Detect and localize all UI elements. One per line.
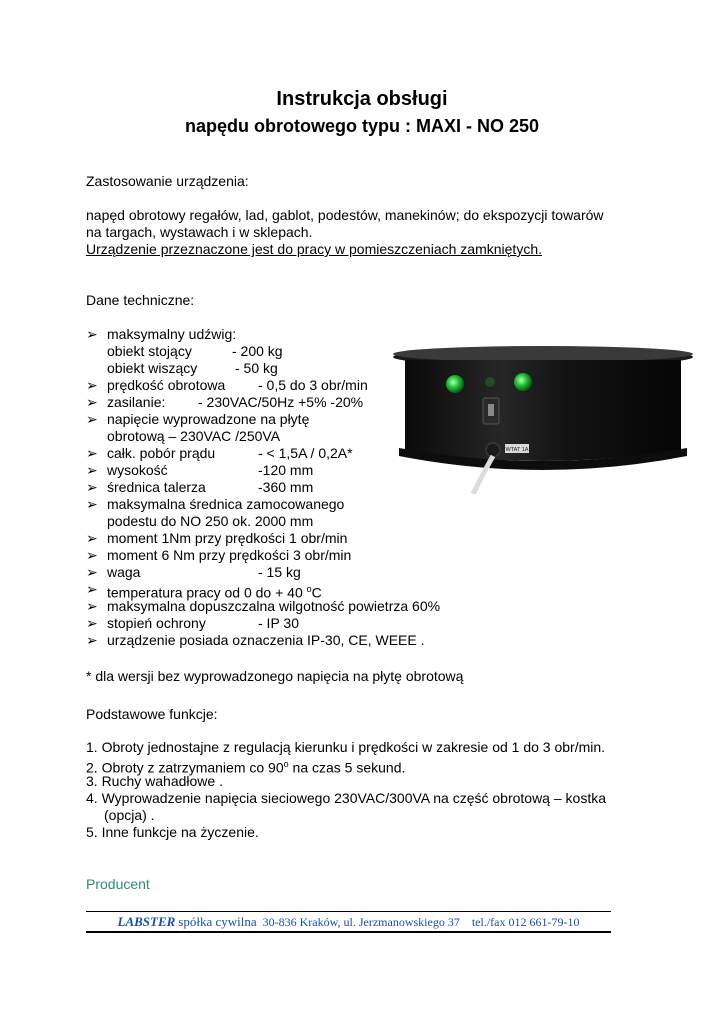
spec-value: -120 mm bbox=[258, 462, 314, 478]
spec-label: podestu do NO 250 ok. 2000 mm bbox=[107, 513, 314, 529]
function-2-text: 2. Obroty z zatrzymaniem co 90 bbox=[86, 759, 284, 776]
spec-value: - 15 kg bbox=[258, 564, 301, 580]
spec-value: - 0,5 do 3 obr/min bbox=[258, 377, 368, 393]
function-4-cont: (opcja) . bbox=[104, 807, 155, 823]
footer-phone: tel./fax 012 661-79-10 bbox=[471, 915, 580, 929]
spec-label: maksymalna średnica zamocowanego bbox=[107, 496, 345, 512]
spec-label: moment 1Nm przy prędkości 1 obr/min bbox=[107, 530, 348, 546]
producer-label: Producent bbox=[86, 876, 150, 892]
usage-line-3: Urządzenie przeznaczone jest do pracy w pomieszczeniach zamkniętych. bbox=[86, 241, 542, 257]
degree-sup: o bbox=[283, 759, 289, 769]
spec-label: napięcie wyprowadzone na płytę bbox=[107, 411, 310, 427]
bullet-icon: ➢ bbox=[86, 326, 98, 342]
spec-label: maksymalna dopuszczalna wilgotność powietrza 60% bbox=[107, 598, 441, 614]
spec-value: - < 1,5A / 0,2A* bbox=[258, 445, 353, 461]
footer-rule-top bbox=[86, 911, 611, 912]
function-1: 1. Obroty jednostajne z regulacją kierunku i prędkości w zakresie od 1 do 3 obr/min. bbox=[86, 739, 606, 755]
spec-label: średnica talerza bbox=[107, 479, 206, 495]
spec-label: urządzenie posiada oznaczenia IP-30, CE, WEEE . bbox=[107, 632, 425, 648]
green-led-icon bbox=[446, 375, 464, 393]
spec-value: - IP 30 bbox=[258, 615, 299, 631]
bullet-icon: ➢ bbox=[86, 632, 98, 648]
footer-address: 30-836 Kraków, ul. Jerzmanowskiego 37 bbox=[262, 915, 460, 929]
spec-label: waga bbox=[107, 564, 141, 580]
function-4: 4. Wyprowadzenie napięcia sieciowego 230VAC/300VA na część obrotową – kostka bbox=[86, 790, 606, 806]
spec-label: obiekt wiszący bbox=[107, 360, 198, 376]
spec-label: prędkość obrotowa bbox=[107, 377, 226, 393]
document-title: Instrukcja obsługi bbox=[276, 88, 448, 110]
usage-heading: Zastosowanie urządzenia: bbox=[86, 173, 249, 189]
usage-line-1: napęd obrotowy regałów, lad, gablot, podestów, manekinów; do ekspozycji towarów bbox=[86, 207, 604, 223]
bullet-icon: ➢ bbox=[86, 462, 98, 478]
specs-heading: Dane techniczne: bbox=[86, 292, 195, 308]
small-led-icon bbox=[485, 377, 495, 387]
footer-company-type: spółka cywilna bbox=[178, 914, 257, 929]
footer-rule-bottom bbox=[86, 931, 611, 933]
spec-label: całk. pobór prądu bbox=[107, 445, 216, 461]
green-led-icon bbox=[514, 373, 532, 391]
bullet-icon: ➢ bbox=[86, 615, 98, 631]
bullet-icon: ➢ bbox=[86, 581, 98, 597]
bullet-icon: ➢ bbox=[86, 377, 98, 393]
product-photo bbox=[385, 340, 701, 494]
bullet-icon: ➢ bbox=[86, 445, 98, 461]
specs-footnote: * dla wersji bez wyprowadzonego napięcia na płytę obrotową bbox=[86, 668, 464, 684]
bullet-icon: ➢ bbox=[86, 530, 98, 546]
spec-label: zasilanie: bbox=[107, 394, 166, 410]
spec-value: - 230VAC/50Hz +5% -20% bbox=[198, 394, 364, 410]
bullet-icon: ➢ bbox=[86, 564, 98, 580]
spec-label: stopień ochrony bbox=[107, 615, 206, 631]
function-2-suffix: na czas 5 sekund. bbox=[288, 759, 406, 776]
function-5: 5. Inne funkcje na życzenie. bbox=[86, 824, 259, 840]
spec-value: -360 mm bbox=[258, 479, 314, 495]
temp-unit: C bbox=[311, 584, 322, 601]
functions-heading: Podstawowe funkcje: bbox=[86, 706, 218, 722]
drive-body bbox=[405, 360, 681, 461]
footer-contact bbox=[86, 914, 611, 930]
spec-label: maksymalny udźwig: bbox=[107, 326, 237, 342]
spec-label: moment 6 Nm przy prędkości 3 obr/min bbox=[107, 547, 352, 563]
spec-label: obrotową – 230VAC /250VA bbox=[107, 428, 281, 444]
bullet-icon: ➢ bbox=[86, 598, 98, 614]
bullet-icon: ➢ bbox=[86, 394, 98, 410]
footer-brand: LABSTER bbox=[117, 914, 176, 929]
spec-label: wysokość bbox=[107, 462, 168, 478]
spec-value: - 200 kg bbox=[232, 343, 283, 359]
spec-label: obiekt stojący bbox=[107, 343, 192, 359]
spec-value: - 50 kg bbox=[235, 360, 278, 376]
usage-line-2: na targach, wystawach i w sklepach. bbox=[86, 224, 313, 240]
spec-label: temperatura pracy od 0 do + 40 bbox=[107, 584, 307, 601]
degree-sup: o bbox=[306, 584, 312, 594]
fuse-label: WTAT 1A bbox=[505, 447, 529, 453]
fuse-holder-icon bbox=[486, 443, 500, 457]
function-3: 3. Ruchy wahadłowe . bbox=[86, 773, 223, 789]
bullet-icon: ➢ bbox=[86, 496, 98, 512]
bullet-icon: ➢ bbox=[86, 547, 98, 563]
document-subtitle: napędu obrotowego typu : MAXI - NO 250 bbox=[184, 116, 539, 136]
bullet-icon: ➢ bbox=[86, 479, 98, 495]
bullet-icon: ➢ bbox=[86, 411, 98, 427]
